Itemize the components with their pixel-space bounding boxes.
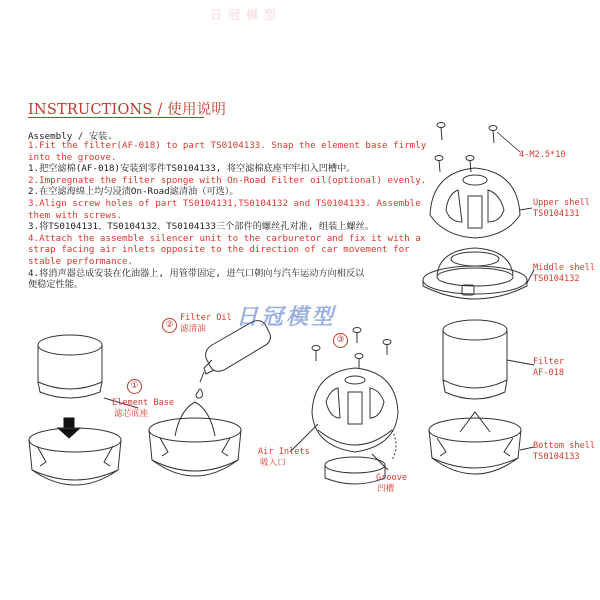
middle-shell-part	[423, 248, 527, 299]
bottom-shell-label: Bottom shell	[533, 441, 596, 451]
upper-shell-label: Upper shell	[533, 198, 590, 208]
filter-oil-label: Filter Oil	[180, 313, 232, 323]
step-number-2: ②	[162, 318, 177, 333]
step-2-en-line-1: 2.Impregnate the filter sponge with On-Road Filter oil(optional) evenly.	[28, 174, 427, 186]
leader-line	[372, 454, 388, 470]
step-4-en-line-2: strap facing air inlets opposite to the direction of car movement for	[28, 244, 410, 256]
step-1-zh-line-1: 1.把空滤棉(AF-018)安装到零件TS0104133, 将空滤棉底座牢牢扣入凹槽中。	[28, 163, 356, 175]
filter-oil-label-zh: 滤清油	[180, 324, 206, 334]
upper-shell-code: TS0104131	[533, 209, 580, 219]
upper-shell-part	[430, 168, 520, 238]
step-4-zh-line-1: 4.将消声器总成安装在化油器上, 用管带固定, 进气口朝向与汽车运动方向相反以	[28, 267, 365, 279]
middle-shell-code: TS0104132	[533, 274, 580, 284]
screw-icon	[437, 123, 445, 141]
oiled-filter-part	[149, 402, 241, 476]
screw-icon	[435, 156, 443, 173]
step-4-en-line-3: stable performance.	[28, 255, 134, 267]
filter-part-right	[443, 320, 507, 399]
step-3-en-line-2: them with screws.	[28, 209, 123, 221]
watermark-top: 日冠模型	[210, 8, 283, 22]
filter-label: Filter	[533, 357, 565, 367]
filter-code: AF-018	[533, 368, 565, 378]
middle-shell-label: Middle shell	[533, 263, 596, 273]
step-1-en-line-1: 1.Fit the filter(AF-018) to part TS0104133. Snap the element base firmly	[28, 140, 427, 151]
step-4-zh-line-2: 便稳定性能。	[28, 279, 84, 291]
screw-icon	[355, 354, 363, 370]
screw-icon	[383, 340, 391, 356]
groove-label: Groove	[376, 473, 408, 483]
element-base-label: Element Base	[112, 398, 175, 408]
bottom-shell-code: TS0104133	[533, 452, 580, 462]
oil-bottle-icon	[196, 321, 270, 398]
screw-icon	[489, 126, 497, 144]
element-base-label-zh: 滤芯底座	[114, 409, 149, 419]
filter-part-left	[38, 335, 102, 398]
screw-icon	[312, 346, 320, 362]
leader-line	[520, 208, 532, 210]
air-inlets-label: Air Inlets	[258, 447, 310, 457]
screws-label: 4-M2.5*10	[519, 150, 566, 160]
air-inlets-label-zh: 吸入口	[260, 458, 286, 468]
screw-icon	[353, 328, 361, 344]
leader-line	[520, 447, 534, 450]
step-number-1: ①	[127, 379, 142, 394]
leader-line	[507, 360, 534, 365]
page-title: INSTRUCTIONS / 使用说明	[28, 102, 227, 118]
groove-label-zh: 凹槽	[377, 484, 395, 494]
bottom-shell-part-right	[429, 412, 521, 474]
step-3-en-line-1: 3.Align screw holes of part TS0104131,TS0104132 and TS0104133. Assemble	[28, 197, 421, 209]
step-2-zh-line-1: 2.在空滤海绵上均匀浸渍On-Road滤清油（可选）。	[28, 186, 239, 198]
assembly-heading: Assembly / 安装.	[28, 131, 113, 142]
step-number-3: ③	[333, 333, 348, 348]
step-4-en-line-1: 4.Attach the assemble silencer unit to the carburetor and fix it with a	[28, 232, 421, 244]
step-1-en-line-2: into the groove.	[28, 151, 117, 163]
step-3-zh-line-1: 3.将TS0104131、TS0104132、TS0104133三个部件的螺丝孔对准, 组装上螺丝。	[28, 221, 375, 233]
watermark: 日冠模型	[236, 305, 337, 330]
bottom-shell-part-left	[29, 428, 121, 485]
